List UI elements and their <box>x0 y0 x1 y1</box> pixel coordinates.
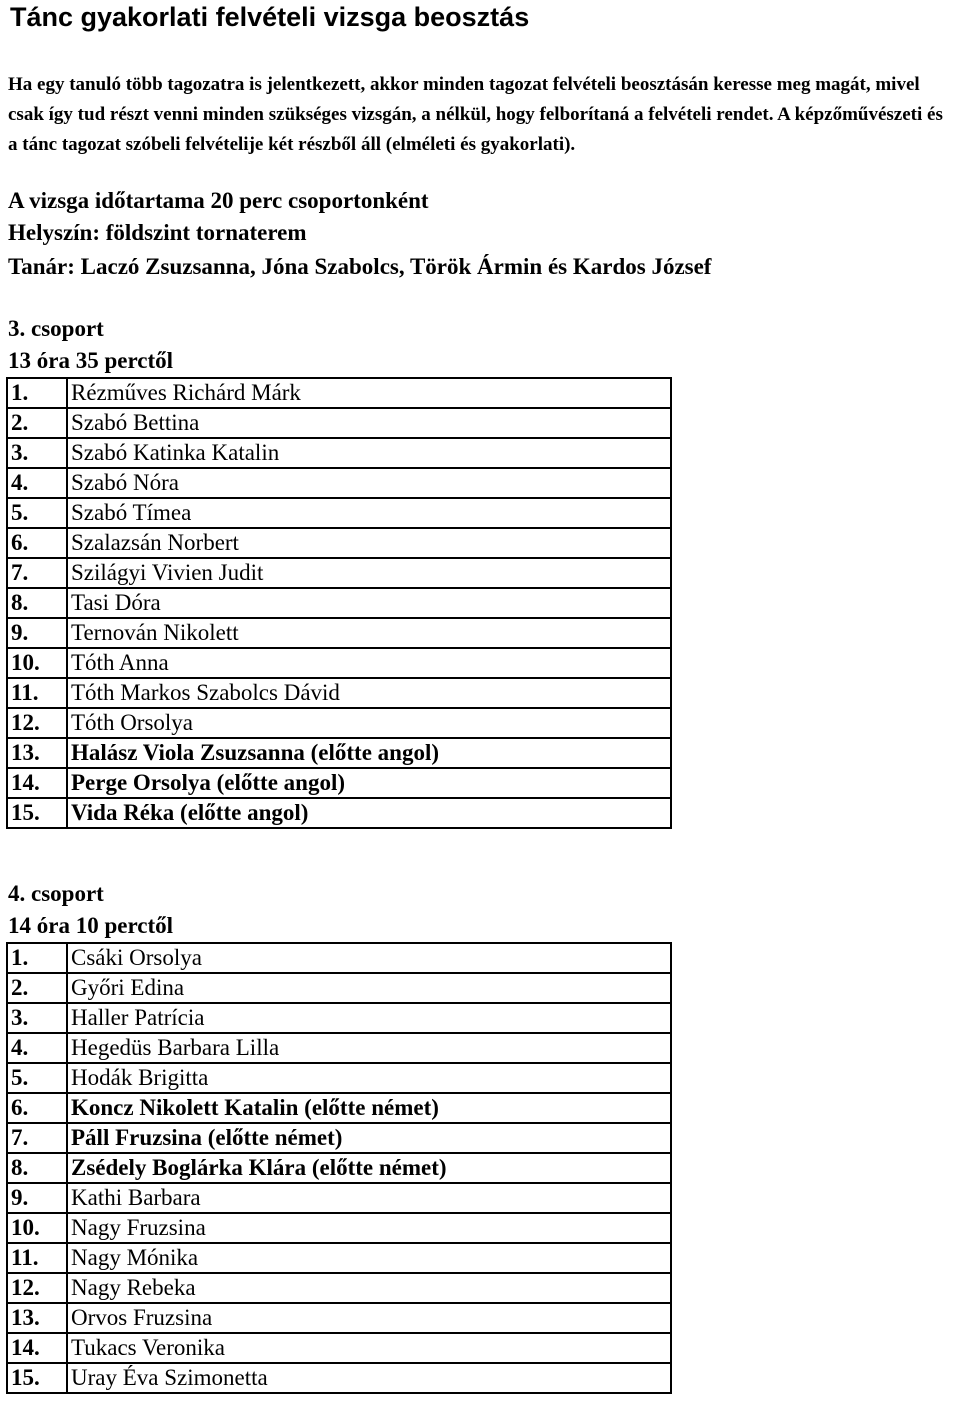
table-row <box>7 943 671 973</box>
group-4-start-time: 14 óra 10 perctől <box>8 913 174 938</box>
student-name: Perge Orsolya (előtte angol) <box>67 768 671 798</box>
student-name: Szabó Nóra <box>67 468 671 498</box>
student-number: 10. <box>7 648 67 678</box>
table-row <box>7 558 671 588</box>
student-number: 12. <box>7 1273 67 1303</box>
student-number: 14. <box>7 768 67 798</box>
student-number: 12. <box>7 708 67 738</box>
group-4-title: 4. csoport <box>8 881 104 906</box>
table-row <box>7 1333 671 1363</box>
student-name: Szabó Tímea <box>67 498 671 528</box>
student-name: Nagy Mónika <box>67 1243 671 1273</box>
group-4-student-table <box>6 942 672 1394</box>
exam-teachers: Tanár: Laczó Zsuzsanna, Jóna Szabolcs, Török Ármin és Kardos József <box>8 254 712 279</box>
table-row <box>7 1303 671 1333</box>
table-row <box>7 1243 671 1273</box>
exam-location: Helyszín: földszint tornaterem <box>8 220 307 245</box>
student-name: Szilágyi Vivien Judit <box>67 558 671 588</box>
table-row <box>7 1063 671 1093</box>
student-number: 6. <box>7 528 67 558</box>
table-row <box>7 588 671 618</box>
table-row <box>7 678 671 708</box>
student-name: Koncz Nikolett Katalin (előtte német) <box>67 1093 671 1123</box>
group-3-start-time: 13 óra 35 perctől <box>8 348 174 373</box>
student-name: Haller Patrícia <box>67 1003 671 1033</box>
table-row <box>7 408 671 438</box>
student-name: Csáki Orsolya <box>67 943 671 973</box>
table-row <box>7 438 671 468</box>
student-name: Rézműves Richárd Márk <box>67 378 671 408</box>
student-number: 13. <box>7 738 67 768</box>
table-row <box>7 798 671 828</box>
student-number: 14. <box>7 1333 67 1363</box>
student-number: 6. <box>7 1093 67 1123</box>
group-3-student-table <box>6 377 672 829</box>
student-name: Hegedüs Barbara Lilla <box>67 1033 671 1063</box>
student-name: Kathi Barbara <box>67 1183 671 1213</box>
student-name: Tóth Anna <box>67 648 671 678</box>
table-row <box>7 1003 671 1033</box>
student-number: 10. <box>7 1213 67 1243</box>
student-number: 5. <box>7 498 67 528</box>
table-row <box>7 708 671 738</box>
table-row <box>7 378 671 408</box>
student-number: 8. <box>7 1153 67 1183</box>
table-row <box>7 1213 671 1243</box>
table-row <box>7 618 671 648</box>
table-row <box>7 1033 671 1063</box>
student-number: 3. <box>7 1003 67 1033</box>
table-row <box>7 498 671 528</box>
student-number: 5. <box>7 1063 67 1093</box>
student-number: 15. <box>7 1363 67 1393</box>
student-name: Szabó Katinka Katalin <box>67 438 671 468</box>
table-row <box>7 973 671 1003</box>
student-number: 11. <box>7 678 67 708</box>
student-name: Tasi Dóra <box>67 588 671 618</box>
student-name: Tukacs Veronika <box>67 1333 671 1363</box>
student-number: 4. <box>7 468 67 498</box>
student-number: 7. <box>7 1123 67 1153</box>
table-row <box>7 768 671 798</box>
table-row <box>7 1093 671 1123</box>
student-name: Szabó Bettina <box>67 408 671 438</box>
student-number: 3. <box>7 438 67 468</box>
table-row <box>7 1123 671 1153</box>
student-number: 1. <box>7 943 67 973</box>
group-3-title: 3. csoport <box>8 316 104 341</box>
student-name: Vida Réka (előtte angol) <box>67 798 671 828</box>
student-name: Tóth Orsolya <box>67 708 671 738</box>
table-row <box>7 738 671 768</box>
student-number: 8. <box>7 588 67 618</box>
page-title: Tánc gyakorlati felvételi vizsga beosztás <box>10 2 530 32</box>
student-number: 4. <box>7 1033 67 1063</box>
student-name: Zsédely Boglárka Klára (előtte német) <box>67 1153 671 1183</box>
student-number: 7. <box>7 558 67 588</box>
table-row <box>7 528 671 558</box>
intro-paragraph: Ha egy tanuló több tagozatra is jelentkezett, akkor minden tagozat felvételi beosztásán keresse meg magát, mivel csak így tud részt venni minden szükséges vizsgán, a nélkül, hogy felborítaná a felvételi rendet. A képzőművészeti és a tánc tagozat szóbeli felvételije két részből áll (elméleti és gyakorlati). <box>8 74 943 155</box>
student-name: Uray Éva Szimonetta <box>67 1363 671 1393</box>
student-number: 13. <box>7 1303 67 1333</box>
table-row <box>7 1363 671 1393</box>
table-row <box>7 648 671 678</box>
student-number: 15. <box>7 798 67 828</box>
exam-duration: A vizsga időtartama 20 perc csoportonként <box>8 188 429 213</box>
student-number: 2. <box>7 408 67 438</box>
student-name: Tóth Markos Szabolcs Dávid <box>67 678 671 708</box>
student-number: 9. <box>7 618 67 648</box>
student-number: 11. <box>7 1243 67 1273</box>
student-name: Páll Fruzsina (előtte német) <box>67 1123 671 1153</box>
student-name: Orvos Fruzsina <box>67 1303 671 1333</box>
student-name: Győri Edina <box>67 973 671 1003</box>
student-number: 9. <box>7 1183 67 1213</box>
student-name: Halász Viola Zsuzsanna (előtte angol) <box>67 738 671 768</box>
student-name: Hodák Brigitta <box>67 1063 671 1093</box>
table-row <box>7 1153 671 1183</box>
student-number: 2. <box>7 973 67 1003</box>
student-name: Nagy Rebeka <box>67 1273 671 1303</box>
table-row <box>7 1183 671 1213</box>
table-row <box>7 468 671 498</box>
table-row <box>7 1273 671 1303</box>
student-name: Szalazsán Norbert <box>67 528 671 558</box>
student-name: Nagy Fruzsina <box>67 1213 671 1243</box>
student-number: 1. <box>7 378 67 408</box>
student-name: Ternován Nikolett <box>67 618 671 648</box>
